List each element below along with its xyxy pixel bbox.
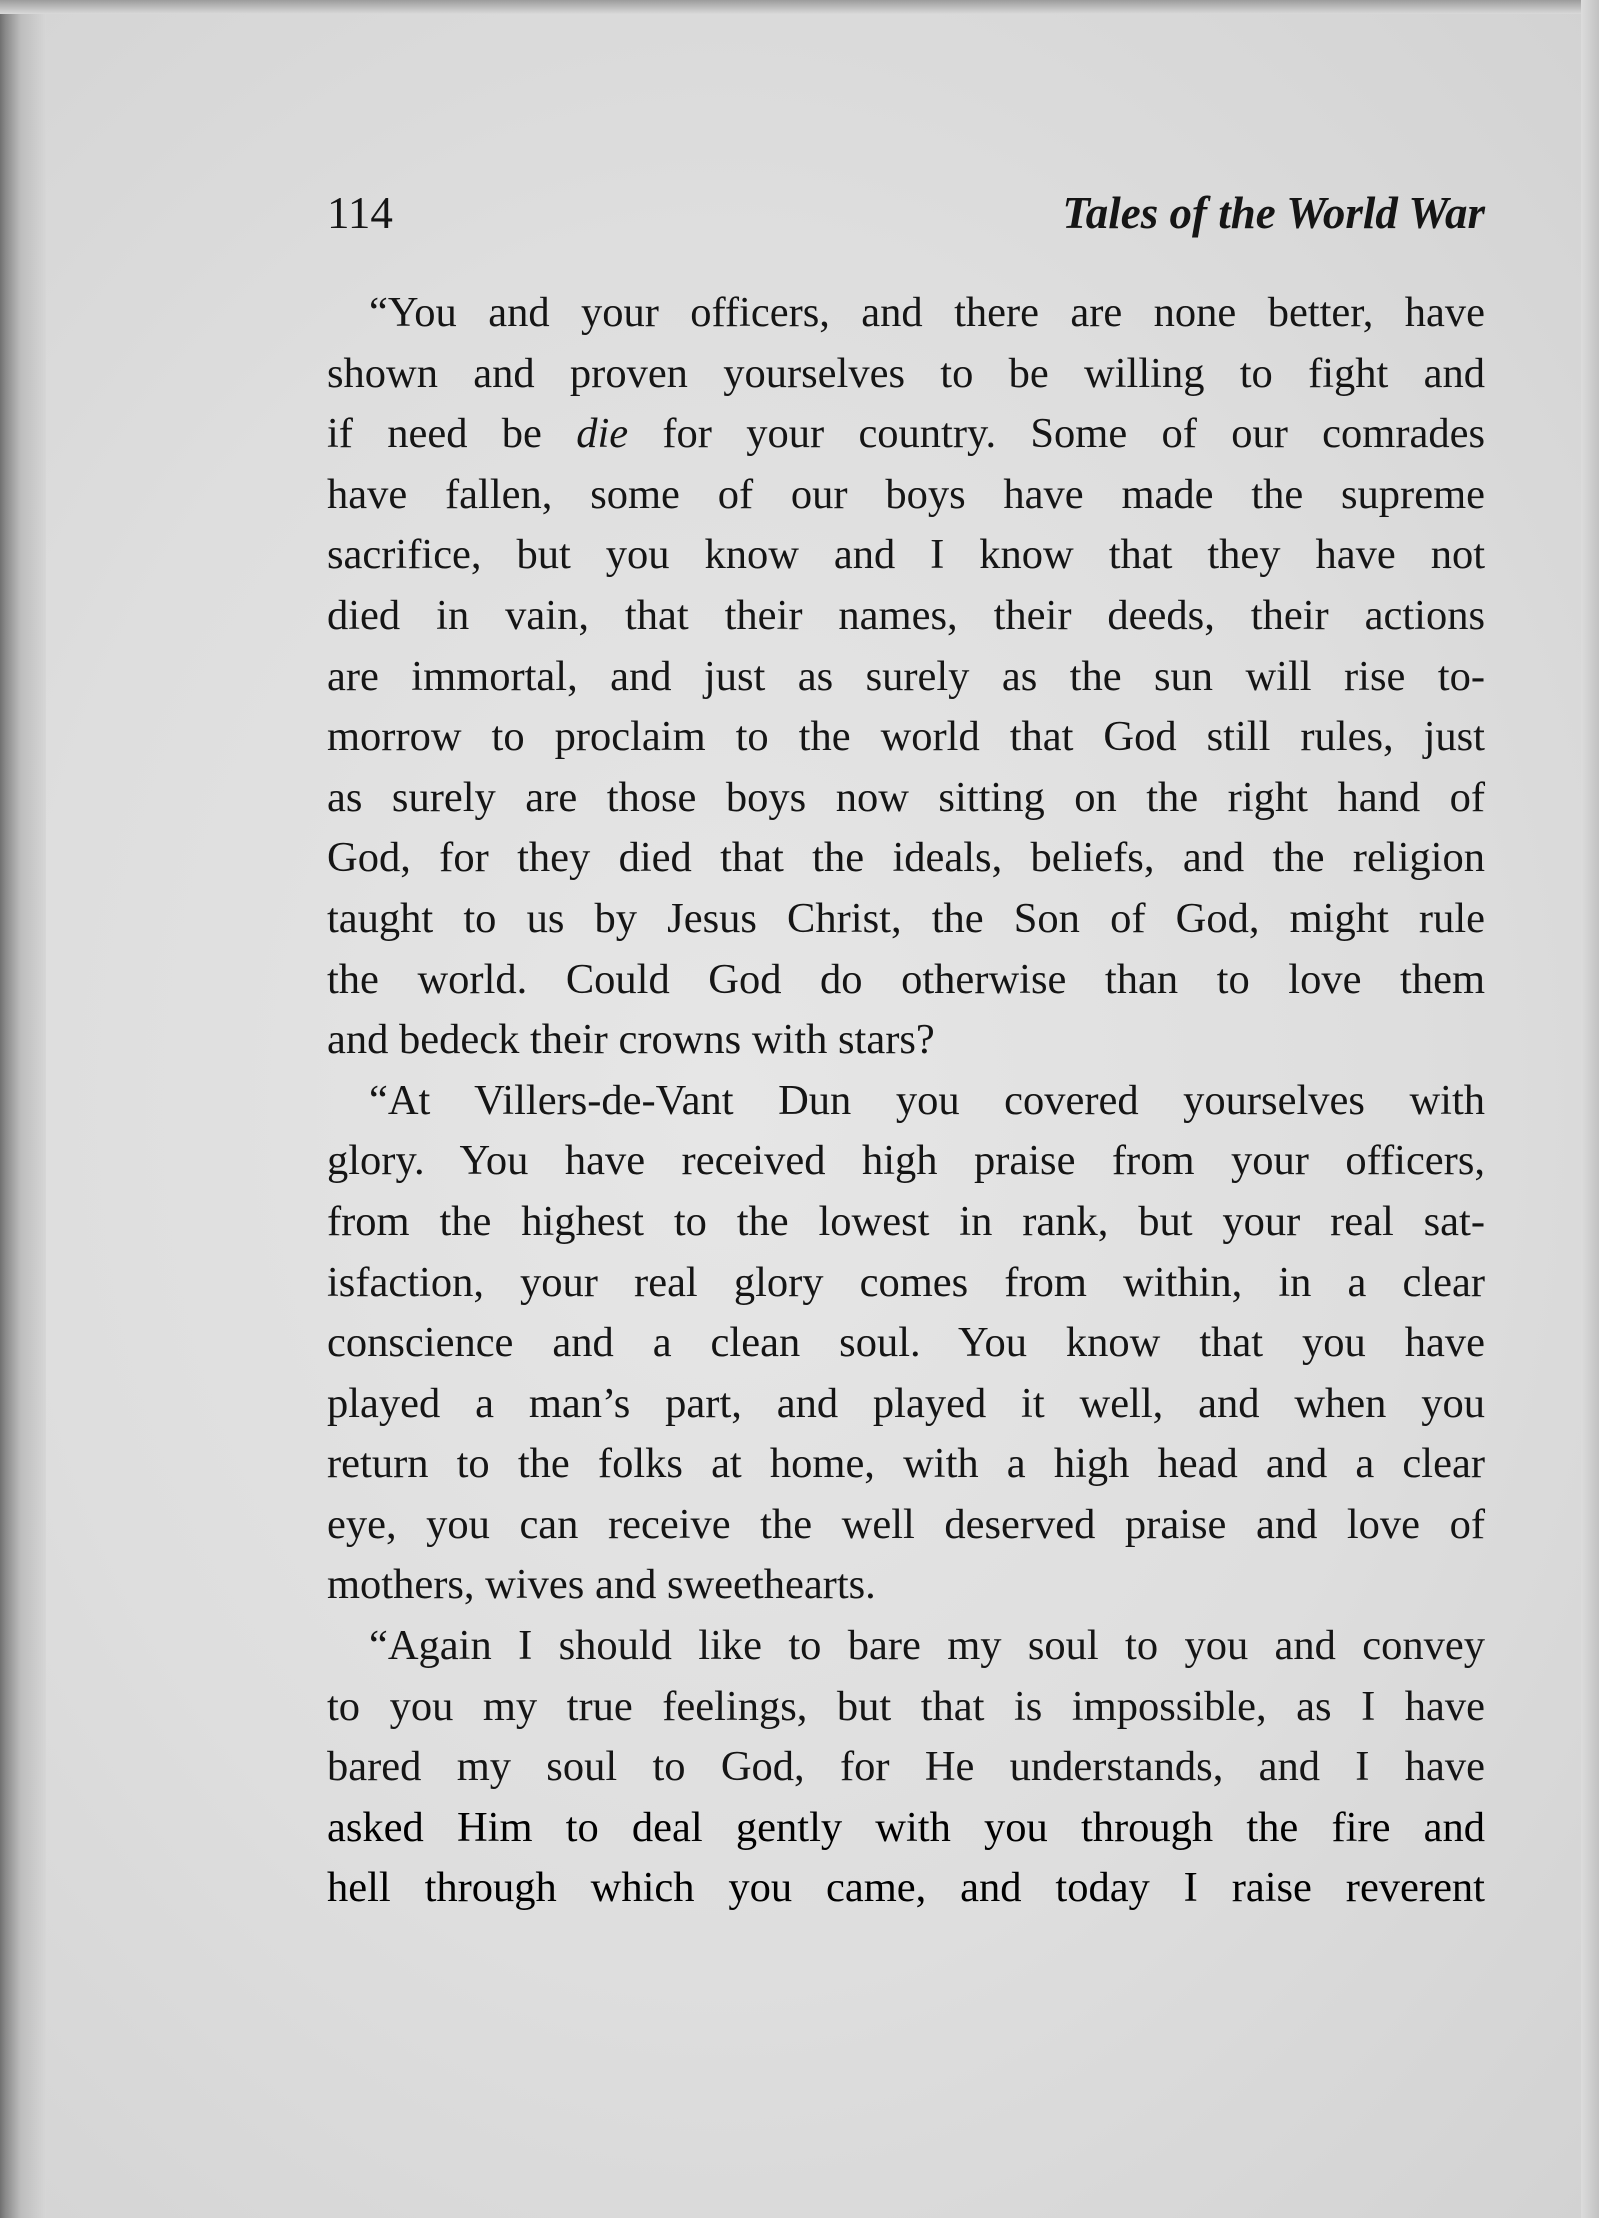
text-line: have fallen, some of our boys have made the supreme bbox=[327, 470, 1485, 518]
text-run: for your country. Some of our comrades bbox=[628, 410, 1485, 458]
paragraph bbox=[327, 283, 1485, 1071]
text-line: shown and proven yourselves to be willing to fight and bbox=[327, 349, 1485, 397]
running-title: Tales of the World War bbox=[1062, 188, 1485, 238]
page-number: 114 bbox=[327, 188, 393, 238]
page-fore-edge bbox=[1581, 0, 1599, 2218]
italic-word: die bbox=[576, 410, 629, 458]
paragraph bbox=[327, 1071, 1485, 1616]
text-line: hell through which you came, and today I raise reverent bbox=[327, 1864, 1485, 1912]
page-top-edge bbox=[0, 0, 1599, 14]
text-line: conscience and a clean soul. You know that you have bbox=[327, 1319, 1485, 1367]
text-line: as surely are those boys now sitting on the right hand of bbox=[327, 773, 1485, 821]
text-line: eye, you can receive the well deserved praise and love of bbox=[327, 1500, 1485, 1548]
text-line: “At Villers-de-Vant Dun you covered yourselves with bbox=[369, 1076, 1485, 1124]
text-line: “You and your officers, and there are none better, have bbox=[369, 289, 1485, 336]
text-line: morrow to proclaim to the world that God still rules, just bbox=[327, 713, 1485, 761]
text-line: are immortal, and just as surely as the sun will rise to- bbox=[327, 652, 1485, 700]
text-line bbox=[327, 404, 1485, 465]
text-line: and bedeck their crowns with stars? bbox=[327, 1016, 935, 1064]
paragraph bbox=[327, 1616, 1485, 1919]
text-line: bared my soul to God, for He understands, and I have bbox=[327, 1743, 1485, 1791]
text-line: sacrifice, but you know and I know that they have not bbox=[327, 531, 1485, 579]
text-line: “Again I should like to bare my soul to you and convey bbox=[369, 1622, 1485, 1670]
text-line: God, for they died that the ideals, beliefs, and the religion bbox=[327, 834, 1485, 882]
text-line: played a man’s part, and played it well, and when you bbox=[327, 1379, 1485, 1427]
text-line: mothers, wives and sweethearts. bbox=[327, 1561, 876, 1609]
text-line: died in vain, that their names, their deeds, their actions bbox=[327, 591, 1485, 639]
text-line: glory. You have received high praise from your officers, bbox=[327, 1137, 1485, 1185]
text-line: asked Him to deal gently with you through the fire and bbox=[327, 1803, 1485, 1851]
page-header bbox=[327, 183, 1485, 243]
text-line: return to the folks at home, with a high head and a clear bbox=[327, 1440, 1485, 1488]
text-line: isfaction, your real glory comes from within, in a clear bbox=[327, 1258, 1485, 1306]
text-line: the world. Could God do otherwise than to love them bbox=[327, 955, 1485, 1003]
text-line: from the highest to the lowest in rank, but your real sat- bbox=[327, 1197, 1485, 1245]
body-text bbox=[327, 283, 1485, 1919]
page-binding-edge bbox=[0, 0, 46, 2218]
text-line: taught to us by Jesus Christ, the Son of God, might rule bbox=[327, 894, 1485, 942]
text-run: if need be bbox=[327, 410, 577, 458]
text-line: to you my true feelings, but that is impossible, as I have bbox=[327, 1682, 1485, 1730]
